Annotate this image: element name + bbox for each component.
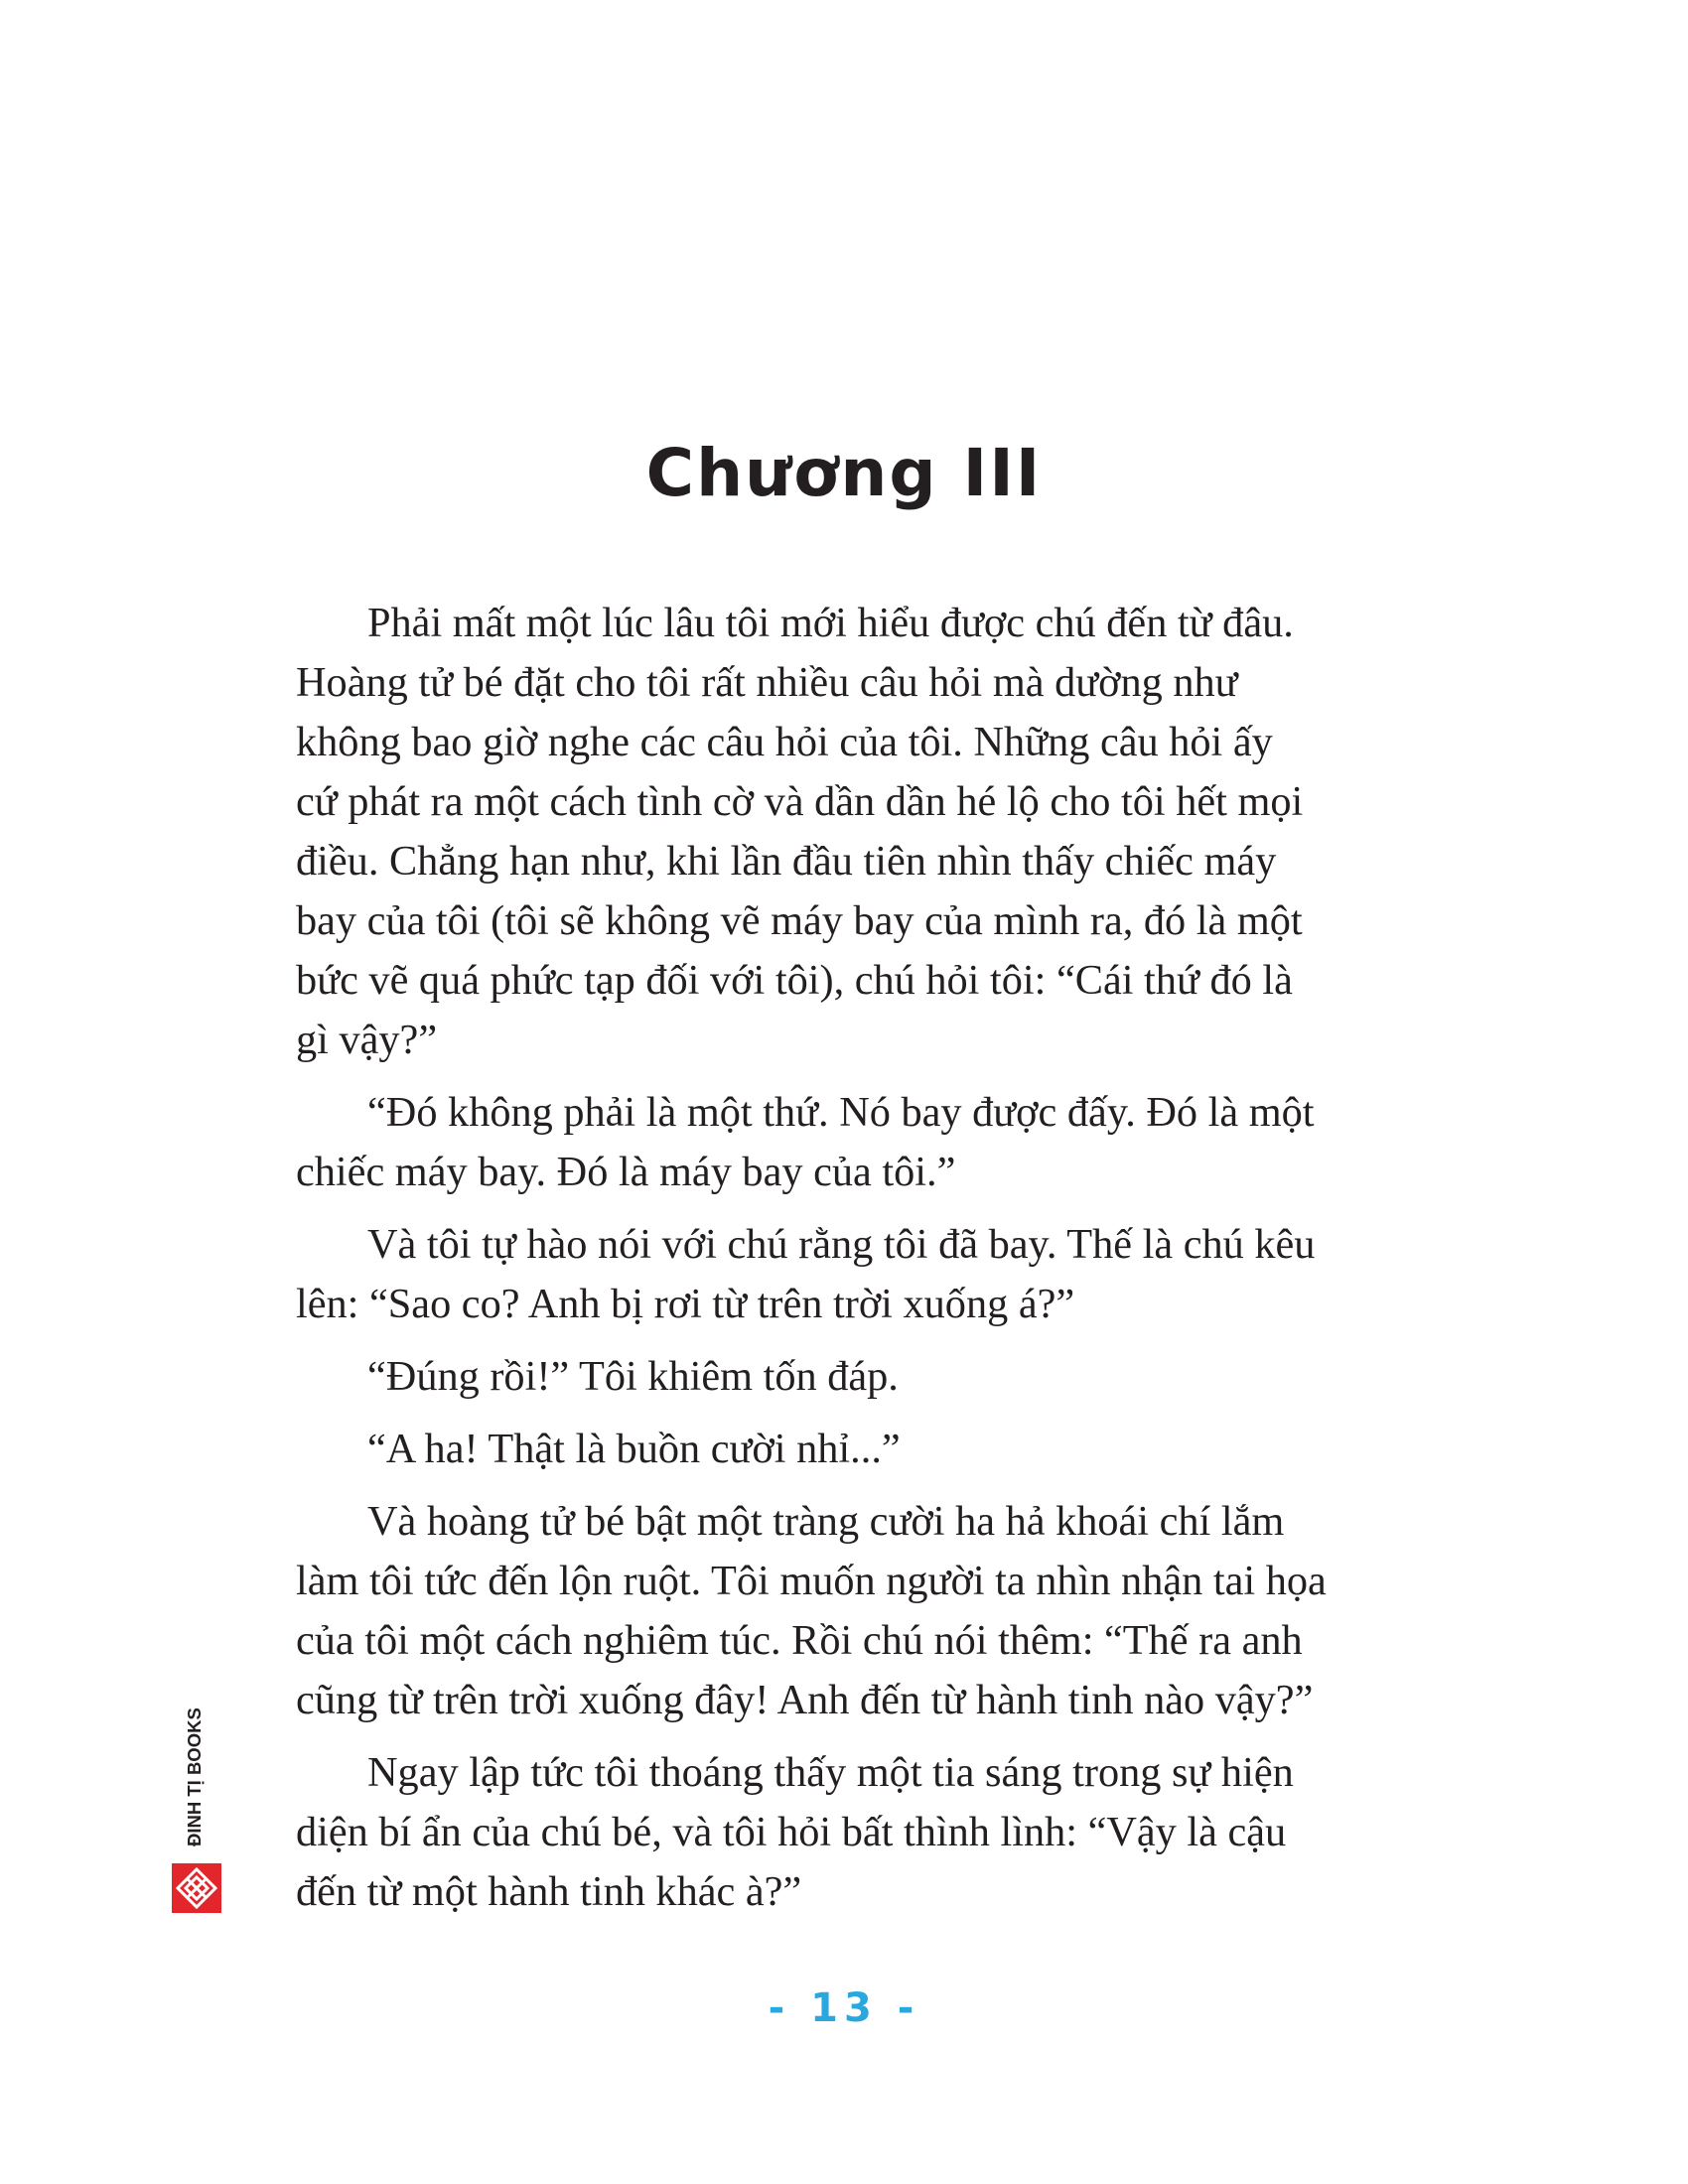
paragraph: Ngay lập tức tôi thoáng thấy một tia sáng trong sự hiện diện bí ẩn của chú bé, và tôi hỏi bất thình lình: “Vậy là cậu đến từ một hành tinh khác à?” [296, 1749, 1294, 1915]
paragraph: Và tôi tự hào nói với chú rằng tôi đã bay. Thế là chú kêu lên: “Sao co? Anh bị rơi từ trên trời xuống á?” [296, 1221, 1316, 1327]
publisher-name: ĐINH TỊ BOOKS [184, 1707, 205, 1846]
page-number: - 13 - [768, 1985, 920, 2031]
paragraph: “Đúng rồi!” Tôi khiêm tốn đáp. [367, 1353, 899, 1400]
paragraph: “Đó không phải là một thứ. Nó bay được đấy. Đó là một chiếc máy bay. Đó là máy bay của tôi.” [296, 1089, 1315, 1195]
publisher-logo-icon [172, 1863, 221, 1913]
chapter-title: Chương III [645, 435, 1043, 511]
paragraph: Và hoàng tử bé bật một tràng cười ha hả khoái chí lắm làm tôi tức đến lộn ruột. Tôi muốn người ta nhìn nhận tai họa của tôi một cách nghiêm túc. Rồi chú nói thêm: “Thế ra anh cũng từ trên trời xuống đây! Anh đến từ hành tinh nào vậy?” [296, 1498, 1327, 1723]
paragraph: Phải mất một lúc lâu tôi mới hiểu được chú đến từ đâu. Hoàng tử bé đặt cho tôi rất nhiều câu hỏi mà dường như không bao giờ nghe các câu hỏi của tôi. Những câu hỏi ấy cứ phát ra một cách tình cờ và dần dần hé lộ cho tôi hết mọi điều. Chẳng hạn như, khi lần đầu tiên nhìn thấy chiếc máy bay của tôi (tôi sẽ không vẽ máy bay của mình ra, đó là một bức vẽ quá phức tạp đối với tôi), chú hỏi tôi: “Cái thứ đó là gì vậy?” [296, 600, 1304, 1063]
chapter-body [296, 594, 1400, 1935]
paragraph: “A ha! Thật là buồn cười nhỉ...” [367, 1426, 901, 1472]
publisher-mark [172, 1703, 221, 1931]
